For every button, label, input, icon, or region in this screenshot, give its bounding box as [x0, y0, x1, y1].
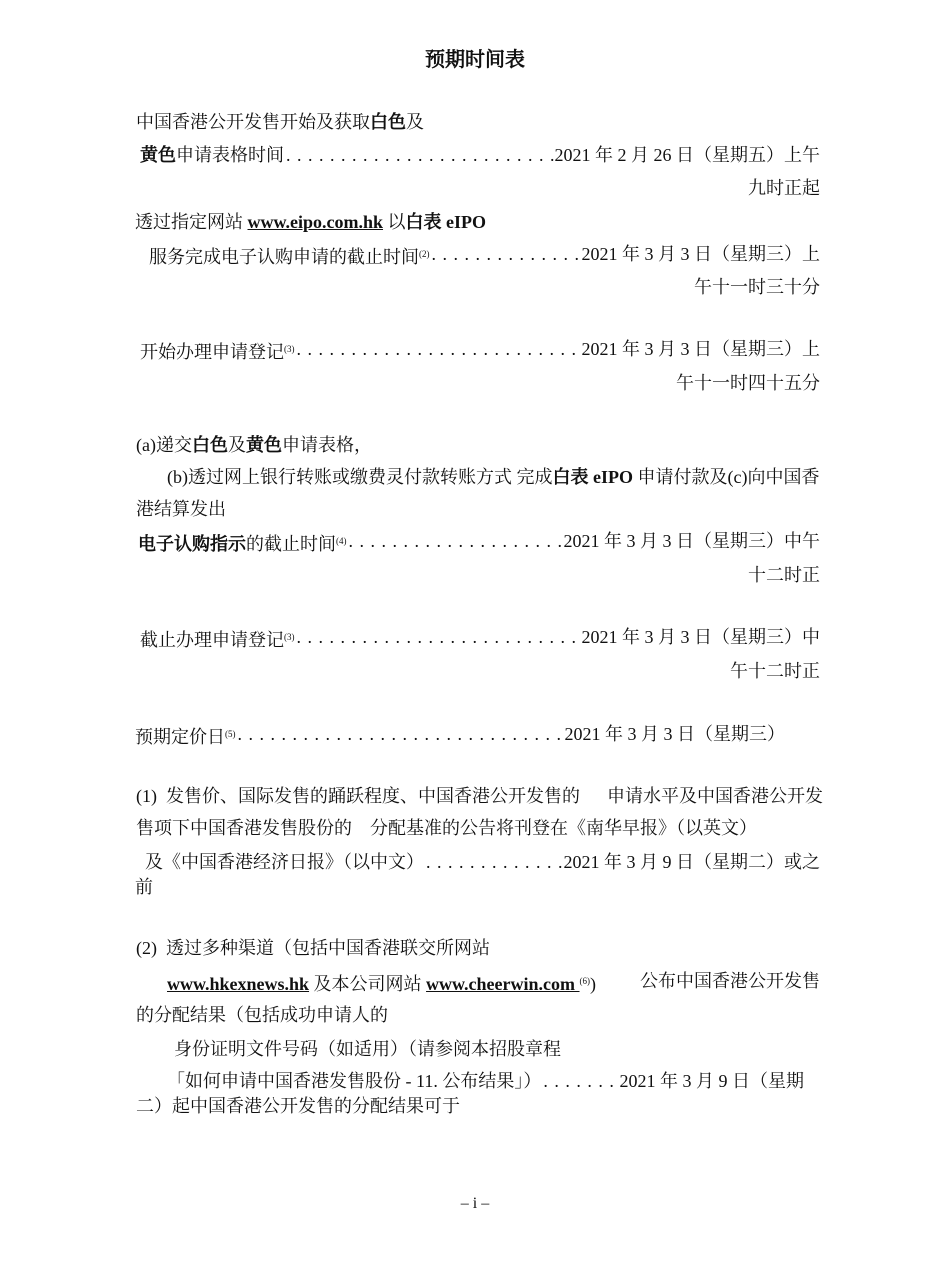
footnote-ref: (3) [284, 632, 295, 642]
timetable-line [140, 624, 820, 650]
timetable-line [167, 968, 820, 994]
timetable-line [136, 109, 424, 135]
timetable-line: 身份证明文件号码（如适用）（请参阅本招股章程 [174, 1039, 561, 1059]
timetable-line [138, 528, 820, 554]
text: ) [590, 974, 597, 994]
dot-leader [295, 624, 582, 650]
timetable-line [167, 1068, 804, 1094]
date-continued: 午十二时正 [730, 661, 820, 681]
date: 2021 年 3 月 3 日（星期三） [564, 724, 785, 744]
date-continued: 午十一时三十分 [694, 277, 820, 297]
text: 及 [227, 435, 246, 455]
timetable-line [140, 336, 820, 362]
bold-text: 白表 eIPO [405, 212, 487, 232]
text: 以 [383, 212, 406, 232]
text: 及本公司网站 [309, 974, 427, 994]
date: 2021 年 2 月 26 日（星期五）上午 [554, 145, 820, 165]
date-continued: 十二时正 [748, 565, 820, 585]
dot-leader [295, 336, 582, 362]
page-title: 预期时间表 [425, 49, 525, 71]
hkexnews-link[interactable]: www.hkexnews.hk [167, 974, 310, 994]
dot-leader [284, 142, 555, 168]
bold-text: 电子认购指示 [138, 534, 246, 554]
dot-leader [424, 849, 564, 875]
bold-text: 黄色 [245, 435, 282, 455]
timetable-line [140, 142, 820, 168]
timetable-line: 售项下中国香港发售股份的 分配基准的公告将刊登在《南华早报》（以英文） [136, 818, 757, 838]
bold-text: 白色 [370, 112, 406, 132]
timetable-line: (1) 发售价、国际发售的踊跃程度、中国香港公开发售的 申请水平及中国香港公开发 [136, 786, 823, 806]
eipo-link[interactable]: www.eipo.com.hk [247, 212, 384, 232]
date-continued: 午十一时四十五分 [676, 373, 820, 393]
date: 2021 年 3 月 3 日（星期三）中 [581, 627, 820, 647]
date-continued: 九时正起 [748, 178, 820, 198]
footnote-ref: (4) [336, 536, 347, 546]
footnote-ref: (3) [284, 344, 295, 354]
date: 2021 年 3 月 9 日（星期二）或之 [563, 852, 820, 872]
dot-leader [347, 528, 564, 554]
text: 中国香港公开发售开始及获取 [136, 112, 370, 132]
text: 及《中国香港经济日报》（以中文） [145, 852, 424, 872]
bold-text: 白表 eIPO [552, 467, 633, 487]
text: 透过指定网站 [135, 212, 248, 232]
page-number: – i – [460, 1195, 490, 1212]
text: (a)递交 [136, 435, 192, 455]
footnote-ref: (5) [225, 729, 236, 739]
timetable-line [145, 849, 820, 875]
timetable-line [136, 432, 372, 458]
text: 开始办理申请登记 [140, 342, 284, 362]
bold-text: 黄色 [140, 145, 176, 165]
text: 的截止时间 [246, 534, 336, 554]
text: 申请表格， [281, 435, 372, 455]
timetable-line [149, 241, 820, 267]
text: 申请付款及(c)向中国香 [633, 467, 820, 487]
date: 2021 年 3 月 9 日（星期 [619, 1071, 804, 1091]
text: 截止办理申请登记 [140, 630, 284, 650]
timetable-line: 港结算发出 [136, 499, 226, 519]
dot-leader [236, 721, 565, 747]
timetable-line: (2) 透过多种渠道（包括中国香港联交所网站 [136, 938, 490, 958]
timetable-line: 的分配结果（包括成功申请人的 [136, 1005, 388, 1025]
timetable-line: 二）起中国香港公开发售的分配结果可于 [136, 1096, 460, 1116]
text: 「如何申请中国香港发售股份 - 11. 公布结果」） [167, 1071, 542, 1091]
date: 2021 年 3 月 3 日（星期三）上 [581, 339, 820, 359]
dot-leader [430, 241, 582, 267]
text: 公布中国香港公开发售 [640, 971, 820, 991]
text: 服务完成电子认购申请的截止时间 [149, 247, 419, 267]
date: 2021 年 3 月 3 日（星期三）上 [581, 244, 820, 264]
text: (b)透过网上银行转账或缴费灵付款转账方式 完成 [167, 467, 553, 487]
bold-text: 白色 [191, 435, 228, 455]
text: 申请表格时间 [176, 145, 284, 165]
timetable-line [135, 721, 785, 747]
timetable-line: 前 [135, 877, 153, 897]
timetable-line [167, 464, 819, 490]
date: 2021 年 3 月 3 日（星期三）中午 [563, 531, 820, 551]
text: 及 [406, 112, 424, 132]
cheerwin-link[interactable]: www.cheerwin.com [426, 974, 580, 994]
dot-leader [541, 1068, 619, 1094]
footnote-ref: (2) [419, 249, 430, 259]
timetable-line [135, 209, 486, 235]
text: 预期定价日 [135, 727, 225, 747]
footnote-ref: (6) [579, 976, 591, 986]
